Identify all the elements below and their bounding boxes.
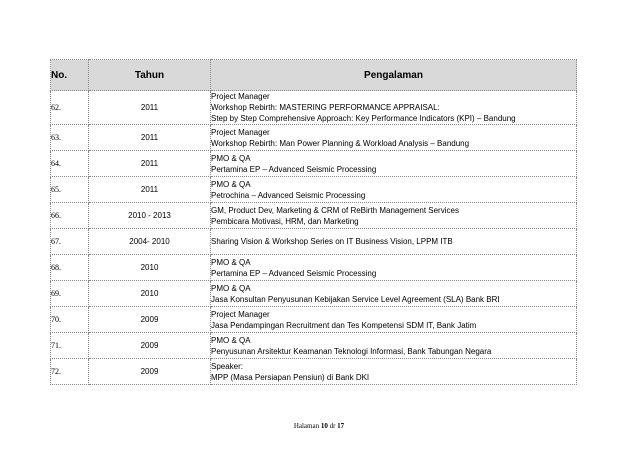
pengalaman-line: GM, Product Dev, Marketing & CRM of ReBirth Management Services <box>211 205 459 215</box>
cell-pengalaman <box>211 333 577 359</box>
cell-tahun: 2010 <box>89 281 211 307</box>
cell-no: 72. <box>51 359 89 385</box>
cell-tahun: 2011 <box>89 91 211 125</box>
cell-no: 63. <box>51 125 89 151</box>
cell-tahun: 2011 <box>89 151 211 177</box>
cell-pengalaman <box>211 281 577 307</box>
cell-pengalaman <box>211 177 577 203</box>
pengalaman-line: Penyusunan Arsitektur Keamanan Teknologi Informasi, Bank Tabungan Negara <box>211 346 492 356</box>
table-row <box>51 203 577 229</box>
pengalaman-line: Project Manager <box>211 309 270 319</box>
cell-tahun: 2010 <box>89 255 211 281</box>
pengalaman-line: Speaker: <box>211 361 244 371</box>
pengalaman-line: Pembicara Motivasi, HRM, dan Marketing <box>211 216 359 226</box>
experience-table <box>50 59 577 385</box>
pengalaman-line: Workshop Rebirth: MASTERING PERFORMANCE APPRAISAL: <box>211 103 440 112</box>
cell-pengalaman <box>211 229 577 255</box>
table-row <box>51 307 577 333</box>
header-no: No. <box>51 60 89 91</box>
cell-tahun: 2010 - 2013 <box>89 203 211 229</box>
page-footer <box>0 422 638 430</box>
cell-no: 69. <box>51 281 89 307</box>
header-tahun: Tahun <box>89 60 211 91</box>
footer-separator: dr <box>329 422 336 430</box>
cell-pengalaman <box>211 125 577 151</box>
cell-no: 65. <box>51 177 89 203</box>
footer-page-number: 10 <box>320 422 328 430</box>
cell-tahun: 2011 <box>89 177 211 203</box>
cell-pengalaman <box>211 307 577 333</box>
pengalaman-line: Project Manager <box>211 127 270 137</box>
cell-tahun: 2009 <box>89 333 211 359</box>
cell-no: 71. <box>51 333 89 359</box>
pengalaman-line: Pertamina EP – Advanced Seismic Processing <box>211 268 377 278</box>
pengalaman-line: Project Manager <box>211 92 270 101</box>
header-pengalaman: Pengalaman <box>211 60 577 91</box>
cell-no: 68. <box>51 255 89 281</box>
pengalaman-line: PMO & QA <box>211 283 251 293</box>
table-row <box>51 255 577 281</box>
pengalaman-line: Petrochina – Advanced Seismic Processing <box>211 190 366 200</box>
pengalaman-line: PMO & QA <box>211 335 251 345</box>
cell-tahun: 2009 <box>89 307 211 333</box>
table-row <box>51 359 577 385</box>
pengalaman-line: Sharing Vision & Workshop Series on IT Business Vision, LPPM ITB <box>211 237 453 246</box>
pengalaman-line: MPP (Masa Persiapan Pensiun) di Bank DKI <box>211 372 370 382</box>
cell-tahun: 2011 <box>89 125 211 151</box>
table-row <box>51 333 577 359</box>
footer-prefix: Halaman <box>293 422 320 430</box>
table-body <box>51 91 577 385</box>
table-row <box>51 125 577 151</box>
cell-no: 70. <box>51 307 89 333</box>
cell-pengalaman <box>211 151 577 177</box>
pengalaman-line: Jasa Pendampingan Recruitment dan Tes Kompetensi SDM IT, Bank Jatim <box>211 320 477 330</box>
table-header-row <box>51 60 577 91</box>
table-row <box>51 229 577 255</box>
footer-total-pages: 17 <box>337 422 345 430</box>
pengalaman-line: Workshop Rebirth: Man Power Planning & Workload Analysis – Bandung <box>211 138 470 148</box>
table-row <box>51 91 577 125</box>
cell-no: 62. <box>51 91 89 125</box>
pengalaman-line: PMO & QA <box>211 257 251 267</box>
pengalaman-line: Pertamina EP – Advanced Seismic Processing <box>211 164 377 174</box>
cell-pengalaman <box>211 91 577 125</box>
table-row <box>51 177 577 203</box>
cell-no: 66. <box>51 203 89 229</box>
cell-tahun: 2004- 2010 <box>89 229 211 255</box>
cell-pengalaman <box>211 203 577 229</box>
cell-pengalaman <box>211 359 577 385</box>
cell-no: 64. <box>51 151 89 177</box>
cell-pengalaman <box>211 255 577 281</box>
table-row <box>51 151 577 177</box>
cell-no: 67. <box>51 229 89 255</box>
pengalaman-line: Step by Step Comprehensive Approach: Key Performance Indicators (KPI) – Bandung <box>211 114 516 123</box>
pengalaman-line: Jasa Konsultan Penyusunan Kebijakan Service Level Agreement (SLA) Bank BRI <box>211 294 500 304</box>
cell-tahun: 2009 <box>89 359 211 385</box>
pengalaman-line: PMO & QA <box>211 153 251 163</box>
pengalaman-line: PMO & QA <box>211 179 251 189</box>
table-row <box>51 281 577 307</box>
